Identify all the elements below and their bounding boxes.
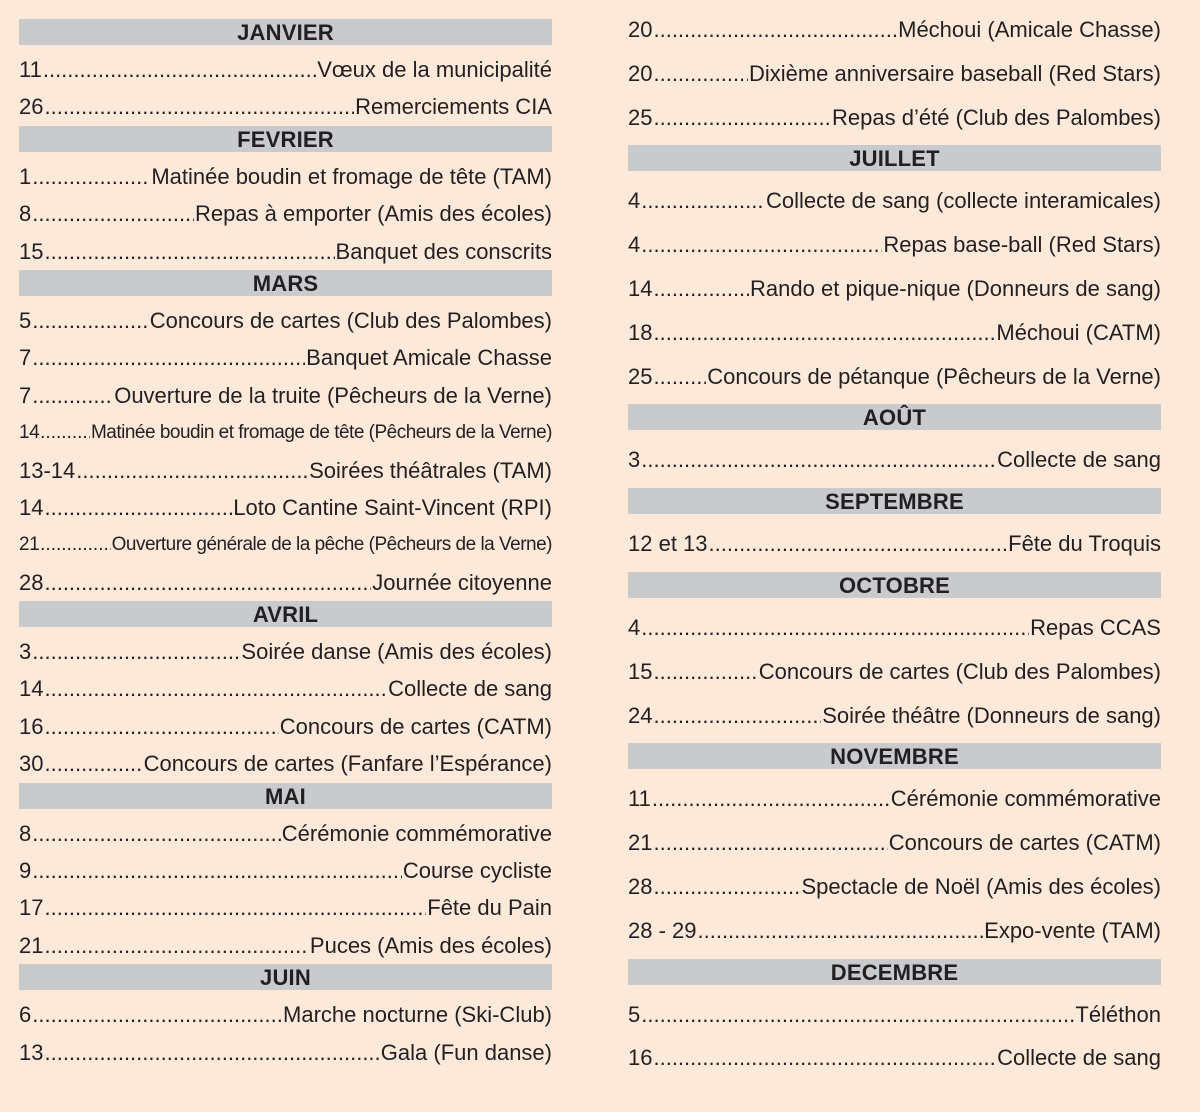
event-row <box>19 889 552 926</box>
event-title: Concours de cartes (Club des Palombes) <box>758 658 1161 684</box>
event-title: Matinée boudin et fromage de tête (Pêcheurs de la Verne) <box>90 422 552 444</box>
event-date: 15 <box>19 238 44 264</box>
event-title: Méchoui (Amicale Chasse) <box>898 17 1161 42</box>
event-date: 28 - 29 <box>628 917 697 943</box>
event-date: 28 <box>628 873 653 899</box>
dot-leader <box>32 302 148 339</box>
dot-leader <box>653 8 897 52</box>
event-row <box>628 522 1161 566</box>
event-title: Banquet des conscrits <box>335 238 552 264</box>
dot-leader <box>653 52 747 96</box>
event-row <box>19 88 552 125</box>
event-title: Soirée danse (Amis des écoles) <box>241 639 552 665</box>
event-title: Marche nocturne (Ski-Club) <box>283 1002 552 1028</box>
event-row <box>628 694 1161 738</box>
month-header-avril: AVRIL <box>19 601 552 627</box>
event-date: 17 <box>19 895 44 921</box>
event-title: Fête du Troquis <box>1008 531 1161 557</box>
event-title: Repas à emporter (Amis des écoles) <box>194 201 552 227</box>
dot-leader <box>653 821 887 865</box>
event-row <box>628 865 1161 909</box>
dot-leader <box>32 852 402 889</box>
dot-leader <box>44 88 354 125</box>
event-row <box>19 1034 552 1071</box>
event-row <box>19 414 552 451</box>
event-row <box>19 996 552 1033</box>
event-date: 4 <box>628 232 641 258</box>
month-header-janvier: JANVIER <box>19 19 552 45</box>
event-title: Puces (Amis des écoles) <box>309 932 552 958</box>
event-date: 15 <box>628 658 653 684</box>
event-title: Cérémonie commémorative <box>281 820 552 846</box>
event-title: Cérémonie commémorative <box>890 786 1161 812</box>
event-row <box>19 195 552 232</box>
event-row <box>628 821 1161 865</box>
event-title: Rando et pique-nique (Donneurs de sang) <box>750 275 1161 301</box>
event-row <box>19 452 552 489</box>
dot-leader <box>43 51 316 88</box>
dot-leader <box>44 927 308 964</box>
event-row <box>628 355 1161 399</box>
event-title: Collecte de sang <box>997 447 1161 473</box>
dot-leader <box>653 96 831 140</box>
event-title: Spectacle de Noël (Amis des écoles) <box>801 873 1161 899</box>
event-date: 16 <box>19 713 44 739</box>
event-date: 8 <box>19 201 32 227</box>
month-header-octobre: OCTOBRE <box>628 572 1161 598</box>
event-row <box>19 377 552 414</box>
dot-leader <box>44 233 334 270</box>
event-title: Fête du Pain <box>427 895 552 921</box>
event-date: 14 <box>19 422 40 444</box>
dot-leader <box>44 889 426 926</box>
event-title: Matinée boudin et fromage de tête (TAM) <box>151 163 552 189</box>
dot-leader <box>641 993 1074 1037</box>
dot-leader <box>44 1034 379 1071</box>
event-title: Gala (Fun danse) <box>380 1039 552 1065</box>
event-title: Concours de pétanque (Pêcheurs de la Verne) <box>707 363 1161 389</box>
event-title: Concours de cartes (Fanfare l’Espérance) <box>143 751 552 777</box>
event-title: Expo-vente (TAM) <box>984 917 1161 943</box>
event-date: 11 <box>628 786 651 812</box>
event-row <box>19 339 552 376</box>
event-row <box>19 633 552 670</box>
dot-leader <box>32 195 194 232</box>
event-date: 25 <box>628 363 653 389</box>
event-title: Journée citoyenne <box>372 569 552 595</box>
dot-leader <box>653 865 800 909</box>
event-date: 26 <box>19 94 44 120</box>
dot-leader <box>44 745 142 782</box>
event-date: 8 <box>19 820 32 846</box>
event-row <box>628 1036 1161 1080</box>
event-title: Téléthon <box>1075 1001 1161 1027</box>
event-title: Concours de cartes (Club des Palombes) <box>149 307 552 333</box>
dot-leader <box>641 438 996 482</box>
month-header-septembre: SEPTEMBRE <box>628 488 1161 514</box>
dot-leader <box>653 650 757 694</box>
dot-leader <box>40 526 111 563</box>
calendar-column-right <box>628 0 1161 1080</box>
dot-leader <box>32 158 150 195</box>
event-row <box>628 179 1161 223</box>
event-date: 24 <box>628 702 653 728</box>
event-title: Dixième anniversaire baseball (Red Stars) <box>748 60 1161 86</box>
event-row <box>19 852 552 889</box>
event-date: 12 et 13 <box>628 531 708 557</box>
event-title: Repas d’été (Club des Palombes) <box>832 104 1161 130</box>
event-title: Soirées théâtrales (TAM) <box>309 457 552 483</box>
dot-leader <box>32 815 281 852</box>
event-date: 28 <box>19 569 44 595</box>
event-title: Méchoui (CATM) <box>996 319 1161 345</box>
event-row <box>19 302 552 339</box>
event-title: Concours de cartes (CATM) <box>279 713 552 739</box>
event-row <box>628 96 1161 140</box>
dot-leader <box>32 996 282 1033</box>
event-date: 5 <box>19 307 32 333</box>
event-date: 7 <box>19 345 32 371</box>
event-date: 20 <box>628 17 653 42</box>
month-header-novembre: NOVEMBRE <box>628 743 1161 769</box>
event-row <box>628 52 1161 96</box>
dot-leader <box>653 694 821 738</box>
event-row <box>19 927 552 964</box>
dot-leader <box>44 670 387 707</box>
event-title: Collecte de sang (collecte interamicales) <box>766 188 1161 214</box>
event-date: 4 <box>628 188 641 214</box>
event-row <box>19 564 552 601</box>
month-header-fevrier: FEVRIER <box>19 126 552 152</box>
event-row <box>19 745 552 782</box>
event-date: 3 <box>628 447 641 473</box>
event-date: 16 <box>628 1045 653 1071</box>
event-title: Vœux de la municipalité <box>317 57 552 82</box>
event-date: 1 <box>19 163 32 189</box>
event-row <box>628 909 1161 953</box>
dot-leader <box>641 223 882 267</box>
event-date: 14 <box>628 275 653 301</box>
event-date: 7 <box>19 382 32 408</box>
event-date: 14 <box>19 676 44 702</box>
month-header-août: AOÛT <box>628 404 1161 430</box>
event-row <box>628 993 1161 1037</box>
event-title: Repas base-ball (Red Stars) <box>883 232 1161 258</box>
dot-leader <box>698 909 984 953</box>
event-row <box>628 8 1161 52</box>
event-date: 13-14 <box>19 457 76 483</box>
dot-leader <box>32 339 305 376</box>
event-title: Ouverture de la truite (Pêcheurs de la Verne) <box>114 382 552 408</box>
event-title: Ouverture générale de la pêche (Pêcheurs de la Verne) <box>111 534 552 556</box>
event-title: Collecte de sang <box>388 676 552 702</box>
event-row <box>19 815 552 852</box>
event-date: 30 <box>19 751 44 777</box>
event-date: 21 <box>628 830 653 856</box>
event-title: Remerciements CIA <box>355 94 552 120</box>
event-row <box>628 223 1161 267</box>
month-header-decembre: DECEMBRE <box>628 959 1161 985</box>
event-row <box>19 670 552 707</box>
event-date: 3 <box>19 639 32 665</box>
event-row <box>628 777 1161 821</box>
event-date: 14 <box>19 494 44 520</box>
dot-leader <box>709 522 1008 566</box>
event-row <box>19 526 552 563</box>
event-date: 9 <box>19 858 32 884</box>
event-row <box>628 650 1161 694</box>
event-date: 20 <box>628 60 653 86</box>
event-title: Repas CCAS <box>1030 614 1161 640</box>
event-row <box>19 51 552 88</box>
event-row <box>628 606 1161 650</box>
calendar-column-left <box>19 0 552 1071</box>
event-date: 21 <box>19 534 40 556</box>
dot-leader <box>32 377 113 414</box>
dot-leader <box>44 489 232 526</box>
dot-leader <box>44 708 278 745</box>
dot-leader <box>653 355 706 399</box>
event-date: 5 <box>628 1001 641 1027</box>
event-title: Banquet Amicale Chasse <box>306 345 552 371</box>
dot-leader <box>44 564 371 601</box>
event-row <box>628 267 1161 311</box>
event-date: 21 <box>19 932 44 958</box>
dot-leader <box>32 633 240 670</box>
event-title: Concours de cartes (CATM) <box>888 830 1161 856</box>
dot-leader <box>653 1036 996 1080</box>
event-title: Soirée théâtre (Donneurs de sang) <box>822 702 1161 728</box>
event-row <box>19 708 552 745</box>
dot-leader <box>653 267 749 311</box>
month-header-mars: MARS <box>19 270 552 296</box>
dot-leader <box>653 311 995 355</box>
dot-leader <box>641 606 1029 650</box>
dot-leader <box>76 452 308 489</box>
dot-leader <box>641 179 765 223</box>
event-title: Loto Cantine Saint-Vincent (RPI) <box>233 494 552 520</box>
event-date: 25 <box>628 104 653 130</box>
event-row <box>19 233 552 270</box>
event-row <box>628 438 1161 482</box>
month-header-juillet: JUILLET <box>628 145 1161 171</box>
event-row <box>628 311 1161 355</box>
dot-leader <box>40 414 90 451</box>
event-date: 13 <box>19 1039 44 1065</box>
month-header-mai: MAI <box>19 783 552 809</box>
dot-leader <box>652 777 890 821</box>
event-date: 4 <box>628 614 641 640</box>
event-date: 11 <box>19 57 42 82</box>
event-title: Course cycliste <box>402 858 552 884</box>
event-date: 6 <box>19 1002 32 1028</box>
event-row <box>19 158 552 195</box>
event-row <box>19 489 552 526</box>
event-date: 18 <box>628 319 653 345</box>
month-header-juin: JUIN <box>19 964 552 990</box>
event-title: Collecte de sang <box>997 1045 1161 1071</box>
